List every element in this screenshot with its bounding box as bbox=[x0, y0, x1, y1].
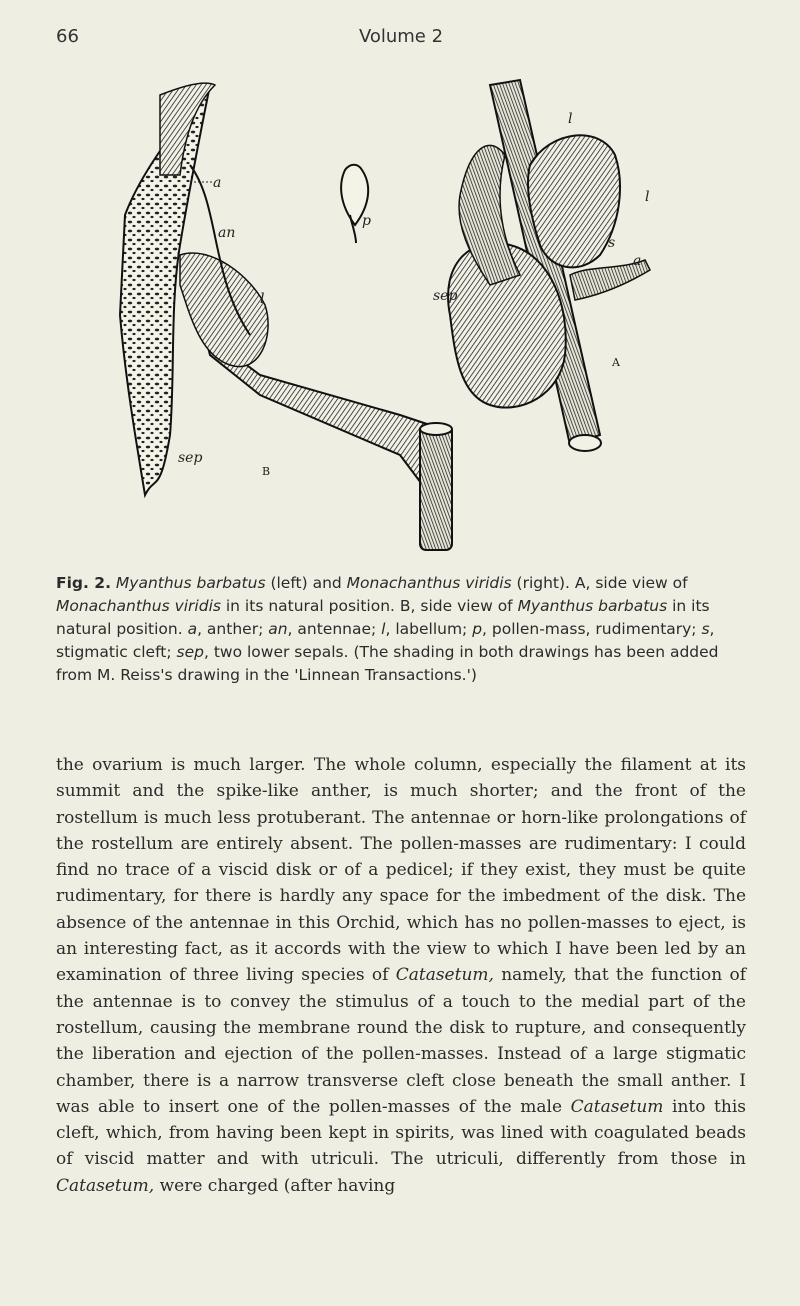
running-head: Volume 2 bbox=[358, 26, 444, 47]
page-header bbox=[56, 26, 746, 50]
myanthus-barbatus-drawing bbox=[120, 83, 452, 550]
label-a-right: a bbox=[633, 253, 642, 269]
orchid-illustration bbox=[100, 75, 670, 560]
label-l-right: l bbox=[645, 189, 650, 205]
label-p: p bbox=[362, 213, 371, 229]
label-a-left: a bbox=[213, 175, 222, 191]
label-A: A bbox=[612, 356, 620, 369]
figure-caption: Fig. 2. Myanthus barbatus (left) and Monachanthus viridis (right). A, side view of Monachanthus viridis in its natural position. B, side view of Myanthus barbatus in its natural position. a, anther; an, antennae; l, labellum; p, pollen-mass, rudimentary; s, stigmatic cleft; sep, two lower sepals. (The shading in both drawings has been added from M. Reiss's drawing in the 'Linnean Transactions.') bbox=[56, 574, 719, 684]
label-l-top: l bbox=[568, 111, 573, 127]
label-sep-right: sep bbox=[433, 288, 458, 304]
label-B: B bbox=[262, 465, 271, 478]
label-s: s bbox=[608, 235, 616, 251]
body-paragraph: the ovarium is much larger. The whole column, especially the filament at its summit and the spike-like anther, is much shorter; and the front of the rostellum is much less protuberant. The antennae or horn-like prolongations of the rostellum are entirely absent. The pollen-masses are rudimentary: I could find no trace of a viscid disk or of a pedicel; if they exist, they must be quite rudimentary, for there is hardly any space for the imbedment of the disk. The absence of the antennae in this Orchid, which has no pollen-masses to eject, is an interesting fact, as it accords with the view to which I have been led by an examination of three living species of Catasetum, namely, that the function of the antennae is to convey the stimulus of a touch to the medial part of the rostellum, causing the membrane round the disk to rupture, and consequently the liberation and ejection of the pollen-masses. Instead of a large stigmatic chamber, there is a narrow transverse cleft close beneath the small anther. I was able to insert one of the pollen-masses of the male Catasetum into this cleft, which, from having been kept in spirits, was lined with coagulated beads of viscid matter and with utriculi. The utriculi, differently from those in Catasetum, were charged (after having bbox=[56, 755, 747, 1196]
page-number: 66 bbox=[56, 26, 79, 47]
label-an: an bbox=[218, 225, 236, 241]
monachanthus-viridis-drawing bbox=[448, 80, 650, 451]
label-sep-left: sep bbox=[178, 450, 203, 466]
label-l-left: l bbox=[260, 291, 265, 307]
